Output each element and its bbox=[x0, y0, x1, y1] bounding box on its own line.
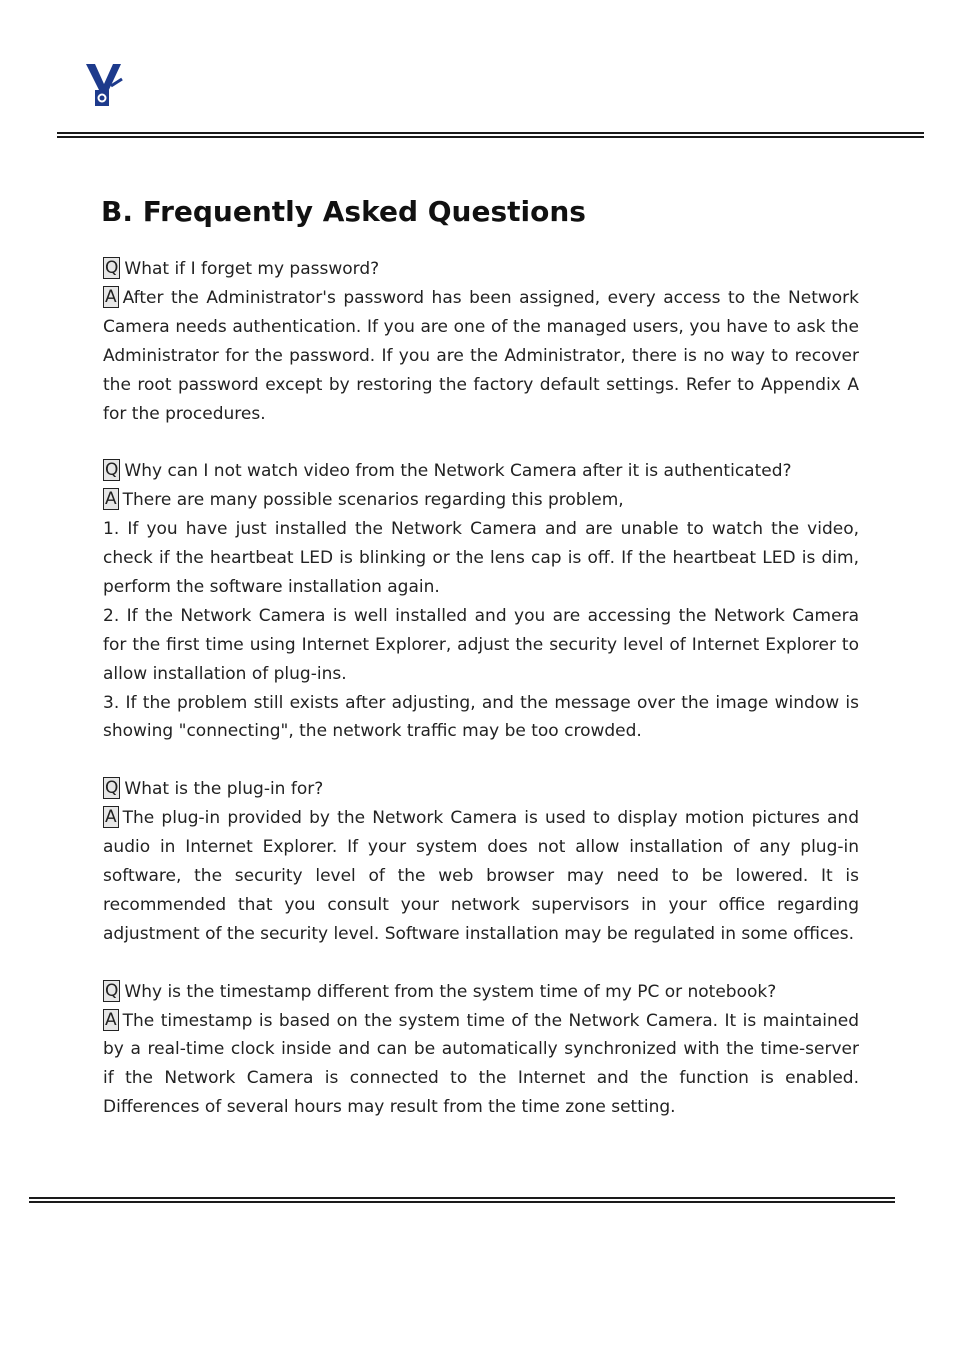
question bbox=[103, 978, 859, 1007]
question-marker: Q bbox=[105, 778, 119, 799]
answer-step-2: 2. If the Network Camera is well installed and you are accessing the Network Camera for the first time using Internet Explorer, adjust the security level of Internet Explorer to allow installation of plug-ins. bbox=[103, 605, 859, 684]
answer-marker: A bbox=[105, 286, 117, 307]
question-text: Why can I not watch video from the Network Camera after it is authenticated? bbox=[124, 461, 792, 482]
question bbox=[103, 457, 859, 486]
vivotek-logo bbox=[84, 62, 294, 112]
faq-item-video bbox=[103, 457, 859, 746]
faq-list bbox=[103, 255, 859, 1151]
question bbox=[103, 775, 859, 804]
answer-text: There are many possible scenarios regarding this problem, bbox=[122, 490, 624, 511]
question-marker: Q bbox=[105, 460, 119, 481]
header-divider bbox=[57, 132, 924, 138]
answer bbox=[103, 486, 859, 515]
answer-text: After the Administrator's password has been assigned, every access to the Network Camera needs authentication. If you are one of the managed users, you have to ask the Administrator for the password. If you are the Administrator, there is no way to recover the root password except by restoring the factory default settings. Refer to Appendix A for the procedures. bbox=[103, 287, 859, 424]
question-text: Why is the timestamp different from the system time of my PC or notebook? bbox=[124, 981, 777, 1002]
faq-item-password bbox=[103, 255, 859, 428]
faq-item-timestamp bbox=[103, 978, 859, 1123]
answer bbox=[103, 1007, 859, 1123]
question-marker: Q bbox=[105, 980, 119, 1001]
answer-text: The timestamp is based on the system time of the Network Camera. It is maintained by a real-time clock inside and can be automatically synchronized with the time-server if the Network Camera is connected to the Internet and the function is enabled. Differences of several hours may result from the time zone setting. bbox=[103, 1010, 859, 1118]
question-text: What is the plug-in for? bbox=[124, 779, 324, 800]
answer-step-1: 1. If you have just installed the Network Camera and are unable to watch the video, check if the heartbeat LED is blinking or the lens cap is off. If the heartbeat LED is dim, perform the software installation again. bbox=[103, 519, 859, 597]
answer-text: The plug-in provided by the Network Camera is used to display motion pictures and audio in Internet Explorer. If your system does not allow installation of any plug-in software, the security level of the web browser may need to be lowered. It is recommended that you consult your network supervisors in your office regarding adjustment of the security level. Software installation may be regulated in some offices. bbox=[103, 808, 859, 944]
question-marker: Q bbox=[105, 258, 119, 278]
page-title: B. Frequently Asked Questions bbox=[101, 195, 586, 228]
question bbox=[103, 255, 859, 284]
question-text: What if I forget my password? bbox=[124, 259, 380, 279]
faq-item-plugin bbox=[103, 775, 859, 948]
answer-marker: A bbox=[105, 807, 117, 828]
answer bbox=[103, 804, 859, 949]
answer bbox=[103, 284, 859, 429]
answer-marker: A bbox=[105, 489, 117, 510]
footer-divider bbox=[29, 1197, 895, 1203]
answer-step-3: 3. If the problem still exists after adjusting, and the message over the image window is showing "connecting", the network traffic may be too crowded. bbox=[103, 692, 859, 742]
answer-marker: A bbox=[105, 1009, 117, 1030]
